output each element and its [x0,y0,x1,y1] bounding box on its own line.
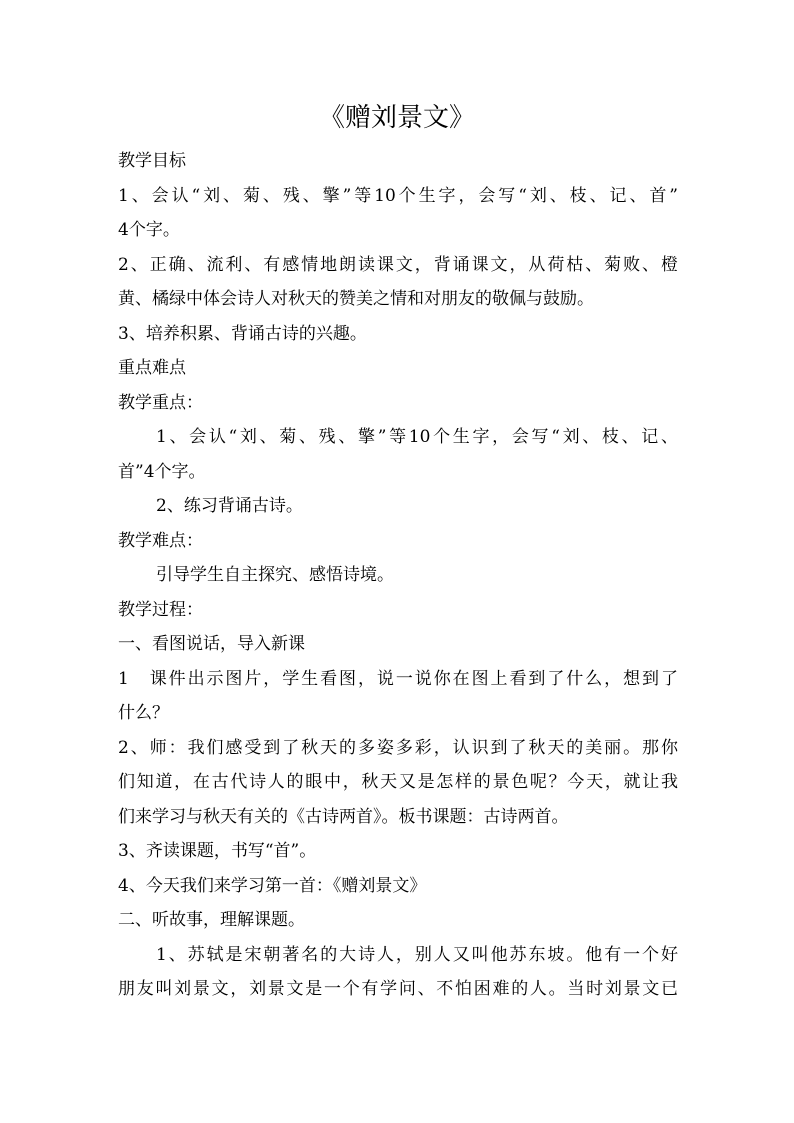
document-body [118,144,678,1007]
text-line: 教学重点： [118,392,203,413]
text-line: 教学过程： [118,599,203,620]
text-line: 2、师：我们感受到了秋天的多姿多彩，认识到了秋天的美丽。那你 [118,737,678,758]
text-line: 黄、橘绿中体会诗人对秋天的赞美之情和对朋友的敬佩与鼓励。 [118,289,594,309]
text-line: 二、听故事，理解课题。 [118,910,305,930]
document-title: 《赠刘景文》 [318,103,475,133]
text-line: 3、齐读课题，书写“首”。 [118,841,317,861]
text-line: 们来学习与秋天有关的《古诗两首》。板书课题：古诗两首。 [118,806,569,827]
text-line: 1、会认“刘、菊、残、擎”等10个生字，会写“刘、枝、记、 [156,427,678,447]
text-line: 教学目标 [118,151,186,171]
text-line: 2、练习背诵古诗。 [156,496,303,516]
text-line: 1 课件出示图片，学生看图，说一说你在图上看到了什么，想到了 [118,668,678,689]
text-line: 2、正确、流利、有感情地朗读课文，背诵课文，从荷枯、菊败、橙 [118,254,678,275]
text-line: 一、看图说话，导入新课 [118,634,305,654]
text-line: 首”4个字。 [118,461,206,482]
text-line: 1、苏轼是宋朝著名的大诗人，别人又叫他苏东坡。他有一个好 [156,944,678,965]
text-line: 4个字。 [118,220,180,240]
text-line: 3、培养积累、背诵古诗的兴趣。 [118,323,367,344]
text-line: 重点难点 [118,358,186,378]
text-line: 4、今天我们来学习第一首：《赠刘景文》 [118,875,427,896]
text-line: 什么？ [118,703,169,723]
text-line: 1、会认“刘、菊、残、擎”等10个生字，会写“刘、枝、记、首” [118,185,678,206]
text-line: 们知道，在古代诗人的眼中，秋天又是怎样的景色呢？今天，就让我 [118,772,678,792]
text-line: 引导学生自主探究、感悟诗境。 [156,565,394,585]
text-line: 朋友叫刘景文，刘景文是一个有学问、不怕困难的人。当时刘景文已 [118,979,678,999]
text-line: 教学难点： [118,530,203,551]
